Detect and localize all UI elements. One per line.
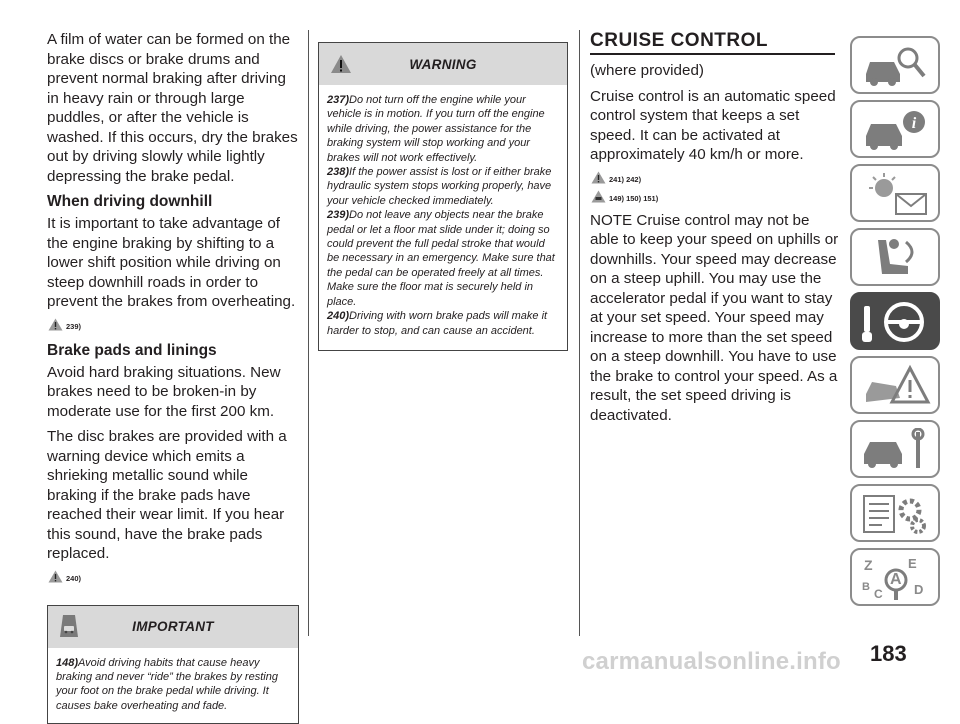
important-box — [47, 605, 299, 724]
specs-gear-icon — [860, 492, 932, 536]
svg-text:C: C — [874, 587, 883, 600]
important-body — [48, 648, 298, 724]
tab-warning-lights[interactable] — [850, 164, 940, 222]
note-number: 239) — [327, 209, 349, 221]
svg-text:D: D — [914, 582, 923, 597]
reference-number: 149) 150) 151) — [609, 195, 658, 203]
svg-text:E: E — [908, 556, 917, 571]
paragraph-wear-indicator: The disc brakes are provided with a warning device which emits a shrieking metallic sound while braking if the brake pads have reached their wear limit. If you hear this sound, have the brake pads replaced. — [47, 427, 299, 564]
key-steering-wheel-icon — [860, 300, 932, 344]
svg-text:B: B — [862, 581, 870, 593]
note-text: Do not turn off the engine while your vehicle is in motion. If you turn off the engine while driving, the power assistance for the braking system will stop working and your brakes will not work effectively. — [327, 94, 545, 164]
note-number: 148) — [56, 657, 78, 669]
watermark: carmanualsonline.info — [582, 648, 841, 676]
tab-maintenance[interactable] — [850, 420, 940, 478]
reference-number: 239) — [66, 323, 81, 331]
tab-emergency[interactable] — [850, 356, 940, 414]
warning-reference — [48, 318, 299, 331]
alphabetical-index-icon — [860, 556, 932, 600]
paragraph-note: NOTE Cruise control may not be able to keep your speed on uphills or downhills. Your speed may decrease on a steep uphill. You may use the accelerator pedal if you want to stay at your set speed. Your speed may increase to more than the set speed on a steep downhill. You have to use the brake to control your speed. As a result, the set speed driving is deactivated. — [590, 211, 840, 426]
paragraph-cruise-intro: Cruise control is an automatic speed control system that keeps a set speed. It can be activated at approximately 40 km/h or more. — [590, 87, 840, 165]
warning-title: WARNING — [409, 57, 476, 72]
car-caution-icon — [591, 190, 606, 203]
warning-triangle-icon — [48, 570, 63, 583]
warning-triangle-icon — [330, 54, 352, 74]
column-divider — [579, 30, 580, 636]
tab-index[interactable] — [850, 548, 940, 606]
warning-item — [327, 208, 559, 309]
car-search-icon — [860, 44, 932, 88]
svg-text:A: A — [890, 571, 902, 588]
paragraph-wet-brakes: A film of water can be formed on the brake discs or brake drums and prevent normal braking after driving in heavy rain or through large puddles, or after the vehicle is washed. If this occurs, dry the brakes out by driving slowly while lightly depressing the brake pedal. — [47, 30, 299, 186]
note-number: 238) — [327, 166, 349, 178]
warning-item — [327, 165, 559, 208]
note-text: Driving with worn brake pads will make it harder to stop, and can cause an accident. — [327, 310, 547, 336]
warning-triangle-icon — [48, 318, 63, 331]
car-caution-icon — [59, 613, 79, 639]
warning-item — [327, 93, 559, 165]
svg-text:Z: Z — [864, 557, 873, 573]
reference-number: 241) 242) — [609, 176, 641, 184]
tab-starting-driving[interactable] — [850, 292, 940, 350]
note-number: 240) — [327, 310, 349, 322]
tab-car-info[interactable] — [850, 100, 940, 158]
tab-seat-airbag[interactable] — [850, 228, 940, 286]
warning-header — [319, 43, 567, 85]
car-wrench-icon — [860, 428, 932, 472]
warning-triangle-icon — [591, 171, 606, 184]
note-text: If the power assist is lost or if either brake hydraulic system stops working properly, have your vehicle checked immediately. — [327, 166, 551, 207]
tab-car-search[interactable] — [850, 36, 940, 94]
note-number: 237) — [327, 94, 349, 106]
note-text: Do not leave any objects near the brake pedal or let a floor mat slide under it; doing so could prevent the full pedal stroke that would be necessary in an emergency. Make sure that the pedal can be operated freely at all times. Make sure the floor mat is securely held in place. — [327, 209, 555, 307]
middle-column — [318, 30, 568, 351]
paragraph-engine-braking: It is important to take advantage of the engine braking by shifting to a lower shift position while driving on steep downhill roads in order to prevent the brakes from overheating. — [47, 214, 299, 312]
warning-reference — [48, 570, 299, 583]
warning-item — [327, 309, 559, 338]
warning-reference — [591, 171, 840, 184]
svg-text:i: i — [912, 115, 917, 132]
car-info-icon — [860, 108, 932, 152]
warning-body — [319, 85, 567, 350]
important-title: IMPORTANT — [132, 619, 214, 634]
important-item — [56, 656, 290, 714]
car-accident-icon — [860, 364, 932, 408]
note-text: Avoid driving habits that cause heavy braking and never “ride” the brakes by resting your foot on the brake pedal while driving. It causes bake overheating and fade. — [56, 657, 278, 712]
warning-box — [318, 42, 568, 351]
page-number: 183 — [870, 641, 907, 667]
warning-lights-icon — [860, 172, 932, 216]
left-column — [47, 30, 299, 724]
important-header — [48, 606, 298, 648]
seat-airbag-icon — [860, 236, 932, 280]
important-reference — [591, 190, 840, 203]
paragraph-where-provided: (where provided) — [590, 61, 840, 81]
paragraph-hard-braking: Avoid hard braking situations. New brakes need to be broken-in by moderate use for the first 200 km. — [47, 363, 299, 422]
heading-brake-pads: Brake pads and linings — [47, 341, 299, 361]
reference-number: 240) — [66, 575, 81, 583]
right-column — [590, 30, 840, 431]
tab-technical-data[interactable] — [850, 484, 940, 542]
column-divider — [308, 30, 309, 636]
section-title: CRUISE CONTROL — [590, 30, 835, 55]
heading-downhill: When driving downhill — [47, 192, 299, 212]
